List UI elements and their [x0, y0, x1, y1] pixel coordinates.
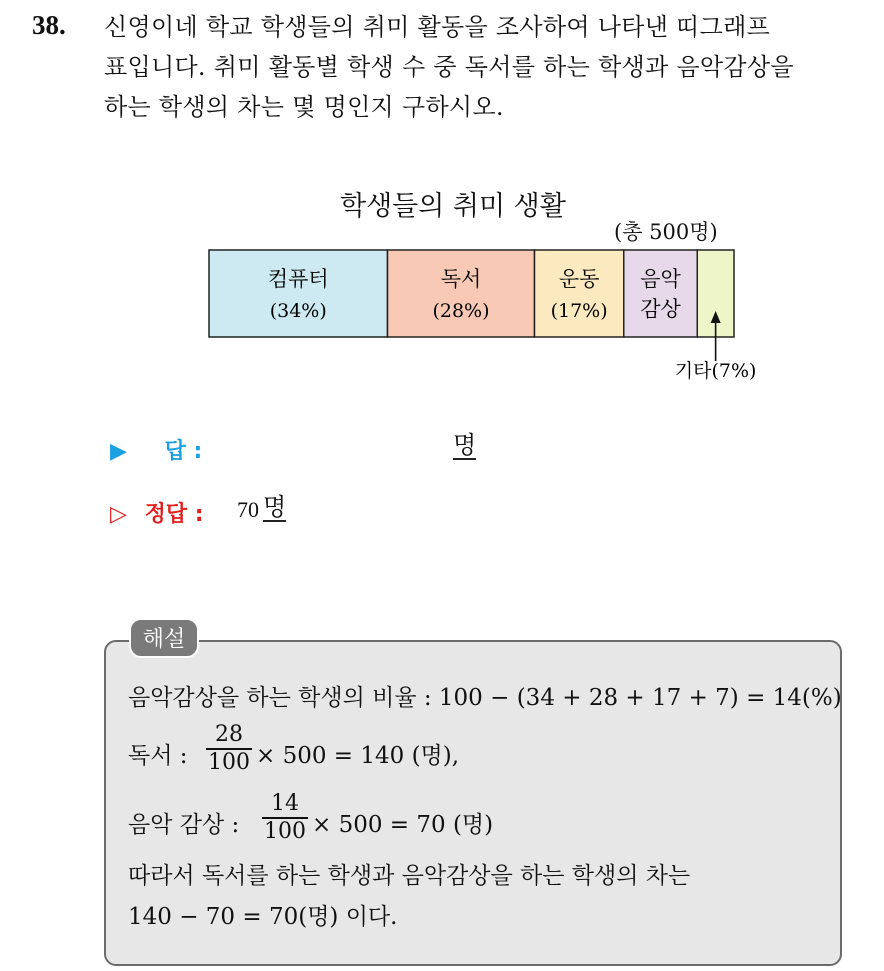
question-number: 38.	[32, 10, 66, 40]
fraction-14-100	[262, 791, 308, 845]
correct-value: 70	[237, 497, 259, 522]
explanation-tag: 해설	[129, 618, 199, 658]
fraction-28-100	[206, 722, 252, 776]
fraction-denominator: 100	[264, 818, 306, 844]
correct-label: 정답 :	[144, 502, 204, 527]
answer-marker-icon: ▶	[110, 439, 127, 464]
question-text-line-3: 하는 학생의 차는 몇 명인지 구하시오.	[104, 93, 504, 121]
band-segment-label-1: 컴퓨터	[267, 267, 329, 291]
explanation-line-2-prefix: 독서 :	[128, 743, 188, 769]
answer-row	[110, 434, 202, 465]
band-segment-percent-3: (17%)	[550, 300, 608, 322]
answer-unit: 명	[453, 431, 477, 459]
explanation-line-5: 140 − 70 = 70(명) 이다.	[128, 904, 398, 930]
band-segment-percent-2: (28%)	[432, 300, 490, 322]
correct-answer-row	[110, 497, 204, 528]
band-segment-label-3: 운동	[558, 267, 600, 291]
band-segment-label2-4: 감상	[640, 297, 681, 321]
band-segment-4	[624, 250, 698, 337]
correct-marker-icon: ▷	[110, 502, 127, 527]
band-segment-2	[388, 250, 535, 337]
question-text-line-1: 신영이네 학교 학생들의 취미 활동을 조사하여 나타낸 띠그래프	[104, 13, 771, 41]
band-segment-percent-1: (34%)	[269, 300, 327, 322]
answer-label: 답 :	[164, 439, 203, 464]
explanation-line-2-suffix: × 500 = 140 (명),	[256, 743, 460, 769]
explanation-line-3-prefix: 음악 감상 :	[128, 812, 240, 838]
band-graph	[0, 0, 884, 400]
explanation-line-4: 따라서 독서를 하는 학생과 음악감상을 하는 학생의 차는	[128, 863, 691, 889]
correct-unit: 명	[263, 493, 287, 521]
fraction-numerator: 28	[215, 722, 243, 747]
band-segment-label-2: 독서	[440, 267, 482, 291]
chart-total-note: (총 500명)	[614, 220, 718, 244]
explanation-line-1: 음악감상을 하는 학생의 비율 : 100 − (34 + 28 + 17 + 7) = 14(%)	[128, 685, 842, 711]
question-text-line-2: 표입니다. 취미 활동별 학생 수 중 독서를 하는 학생과 음악감상을	[104, 53, 794, 81]
fraction-numerator: 14	[271, 791, 299, 816]
band-segment-3	[535, 250, 624, 337]
fraction-denominator: 100	[208, 749, 250, 775]
band-segment-1	[209, 250, 388, 337]
explanation-line-3-suffix: × 500 = 70 (명)	[312, 812, 494, 838]
chart-title: 학생들의 취미 생활	[340, 191, 566, 222]
band-segment-label-4: 음악	[640, 267, 681, 291]
callout-label: 기타(7%)	[674, 360, 757, 382]
